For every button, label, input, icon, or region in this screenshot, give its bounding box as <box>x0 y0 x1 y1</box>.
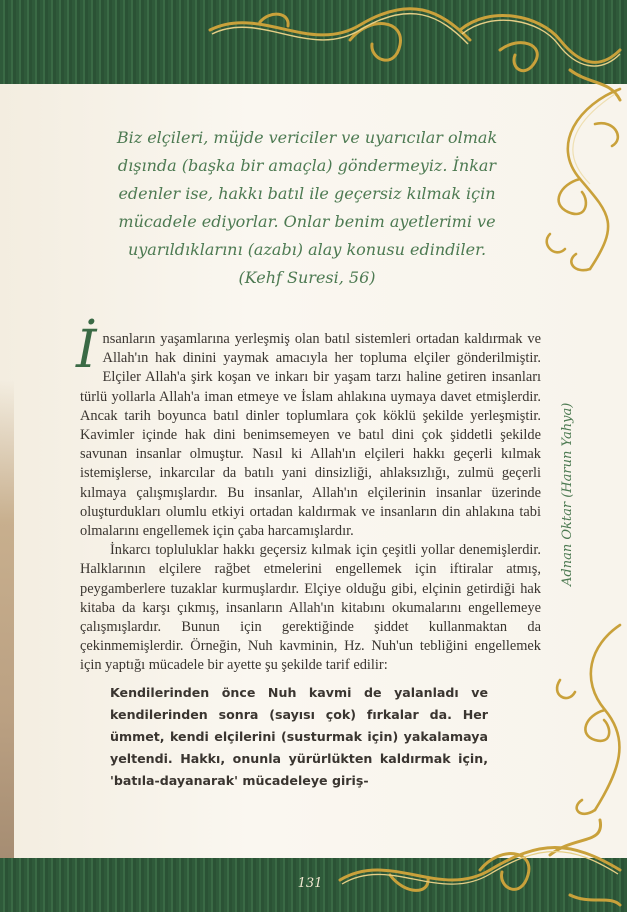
quote-line: uyarıldıklarını (azabı) alay konusu edindiler. <box>127 240 487 259</box>
drop-cap: İ <box>76 320 97 380</box>
left-edge-texture <box>0 380 14 858</box>
right-upper-gold-ornament <box>520 84 627 284</box>
quote-reference: (Kehf Suresi, 56) <box>238 268 376 287</box>
bottom-gold-ornament <box>330 800 627 912</box>
quote-line: edenler ise, hakkı batıl ile geçersiz kılmak için <box>118 184 496 203</box>
body-text <box>76 320 541 793</box>
paragraph <box>76 320 541 541</box>
page-number: 131 <box>297 876 323 891</box>
paragraph-text: nsanların yaşamlarına yerleşmiş olan batıl sistemleri ortadan kaldırmak ve Allah'ın hak dinini yaymak amacıyla her topluma elçiler gönderilmiştir. Elçiler Allah'a şirk koşan ve inkarı bir yaşam tarzı haline getiren insanları türlü yollarla Allah'a iman etmeye ve İslam ahlakına uymaya davet etmişlerdir. Ancak tarih boyunca batıl dinler toplumlara çok köklü şekilde yerleşmiştir. Kavimler içinde hak dini benimsemeyen ve batıl dini çok şiddetli şekilde savunan insanlar olmuştur. Nasıl ki Allah'ın elçileri hakkı geçerli kılmak istemişlerse, inkarcılar da batılı yani dinsizliği, ahlaksızlığı, zulmü geçerli kılmaya çalışmışlardır. Bu insanlar, Allah'ın elçilerinin insanlar üzerinde oluşturdukları olumlu etkiyi ortadan kaldırmak ve insanların din ahlakına tabi olmalarını engellemek için çaba harcamışlardır. <box>80 331 541 540</box>
quote-line: dışında (başka bir amaçla) göndermeyiz. İnkar <box>117 156 497 175</box>
quote-line: Biz elçileri, müjde vericiler ve uyarıcılar olmak <box>116 128 498 147</box>
quote-line: mücadele ediyorlar. Onlar benim ayetlerimi ve <box>118 212 496 231</box>
paragraph: İnkarcı topluluklar hakkı geçersiz kılmak için çeşitli yollar denemişlerdir. Halklarının elçilere rağbet etmelerini engellemek için iftiralar atmış, peygamberlere tuzaklar kurmuşlardır. Elçiye olduğu gibi, elçinin getirdiği hak kitaba da karşı çıkmış, insanların Allah'ın kitabını okumalarını engellemeye çalışmışlardır. Bunun için gerektiğinde şiddet kullanmaktan da çekinmemişlerdir. Örneğin, Nuh kavminin, Hz. Nuh'un tebliğini engellemek için yaptığı mücadele bir ayette şu şekilde tarif edilir: <box>80 542 541 674</box>
verse-quote <box>108 124 506 292</box>
verse-citation: Kendilerinden önce Nuh kavmi de yalanladı ve kendilerinden sonra (sayısı çok) fırkalar da. Her ümmet, kendi elçilerini (susturmak için) yakalamaya yeltendi. Hakkı, onunla yürürlükten kaldırmak için, 'batıla-dayanarak' mücadeleye giriş- <box>110 684 488 789</box>
side-author-title: Adnan Oktar (Harun Yahya) <box>560 402 575 586</box>
